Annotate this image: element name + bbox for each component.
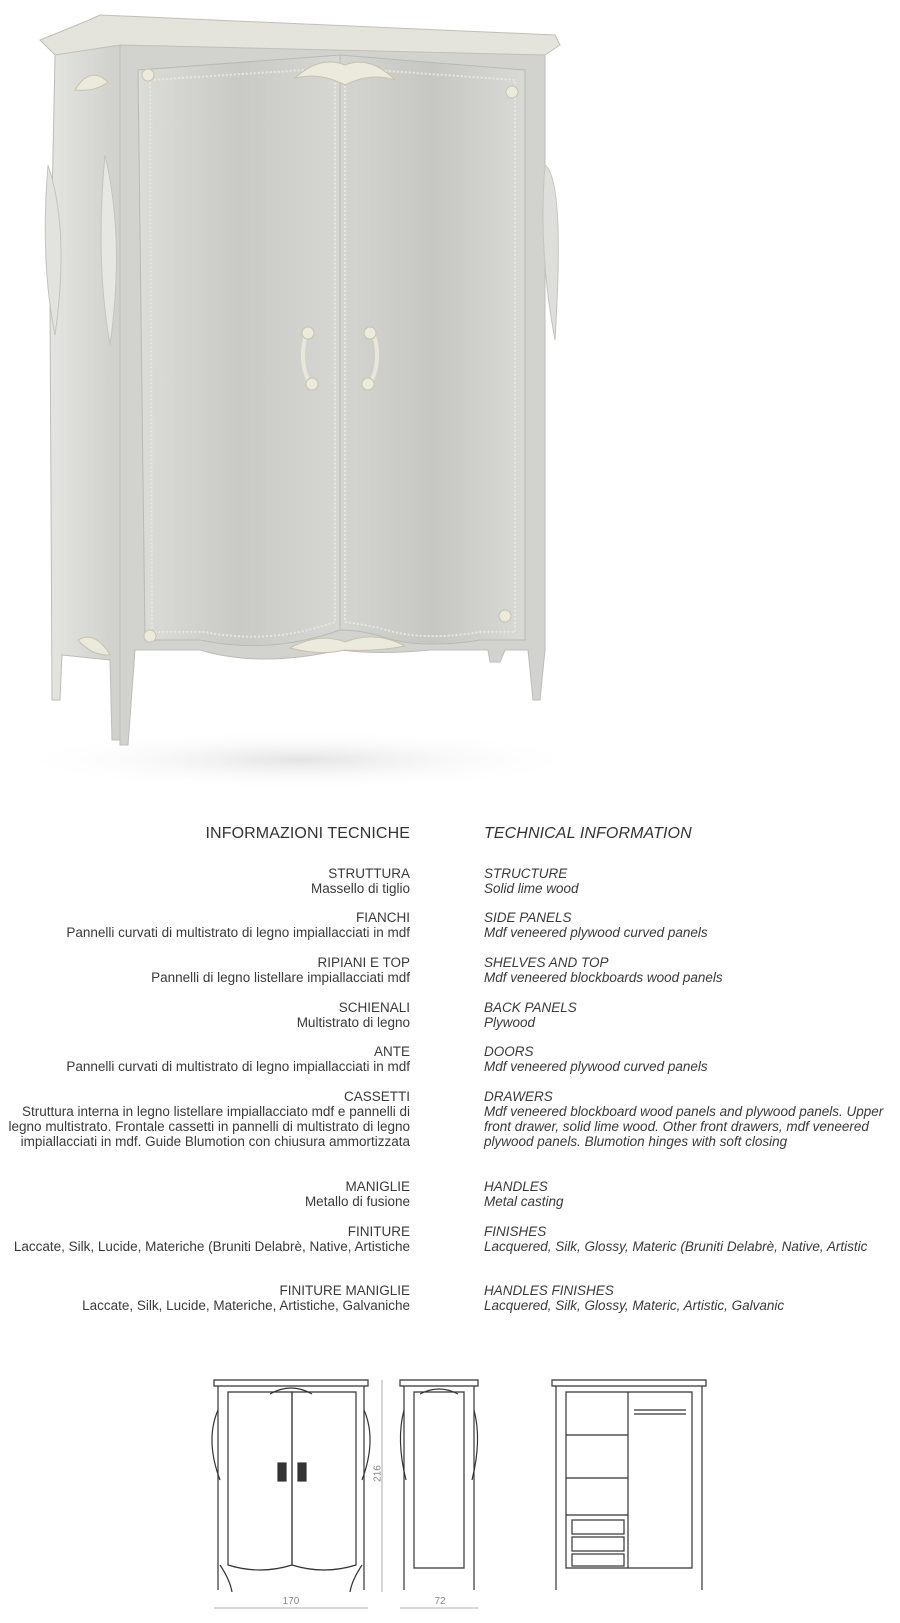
- dimension-height: 216: [372, 1465, 384, 1482]
- spec-value: Mdf veneered plywood curved panels: [484, 925, 708, 940]
- spec-label: DOORS: [484, 1044, 534, 1059]
- spec-it-finiture-maniglie: [0, 1283, 410, 1313]
- spec-it-ripiani: [0, 955, 410, 985]
- spec-value: Lacquered, Silk, Glossy, Materic, Artistic, Galvanic: [484, 1298, 785, 1313]
- spec-label: HANDLES: [484, 1179, 548, 1194]
- spec-label: CASSETTI: [343, 1089, 410, 1104]
- spec-value: Plywood: [484, 1015, 536, 1030]
- spec-value: Metal casting: [484, 1194, 564, 1209]
- spec-label: SHELVES AND TOP: [484, 955, 609, 970]
- spec-en-handles-finishes: [484, 1283, 894, 1313]
- spec-value: Lacquered, Silk, Glossy, Materic (Bruniti Delabrè, Native, Artistic: [484, 1239, 868, 1254]
- spec-value: Laccate, Silk, Lucide, Materiche, Artistiche, Galvaniche: [82, 1298, 410, 1313]
- spec-label: HANDLES FINISHES: [484, 1283, 614, 1298]
- interior-view-drawing: [552, 1380, 706, 1590]
- spec-en-shelves: [484, 955, 894, 985]
- spec-label: SIDE PANELS: [484, 910, 572, 925]
- spec-value: Solid lime wood: [484, 881, 579, 896]
- spec-label: FINITURE MANIGLIE: [279, 1283, 410, 1298]
- spec-it-ante: [0, 1044, 410, 1074]
- spec-label: STRUCTURE: [484, 866, 568, 881]
- wardrobe-photo: [0, 0, 900, 800]
- technical-info-heading-en: TECHNICAL INFORMATION: [484, 825, 692, 842]
- spec-en-finishes: [484, 1224, 894, 1254]
- spec-label: FINISHES: [484, 1224, 547, 1239]
- spec-label: STRUTTURA: [328, 866, 410, 881]
- spec-en-side-panels: [484, 910, 894, 940]
- spec-value: Pannelli di legno listellare impiallacciati mdf: [151, 970, 410, 985]
- spec-value: Laccate, Silk, Lucide, Materiche (Bruniti Delabrè, Native, Artistiche: [13, 1239, 410, 1254]
- side-view-drawing: [400, 1380, 478, 1590]
- spec-en-drawers: [484, 1089, 894, 1149]
- spec-value: Mdf veneered plywood curved panels: [484, 1059, 708, 1074]
- technical-drawings: [0, 1370, 900, 1623]
- spec-label: FINITURE: [347, 1224, 410, 1239]
- spec-value: Multistrato di legno: [296, 1015, 410, 1030]
- spec-label: RIPIANI E TOP: [317, 955, 410, 970]
- dimension-depth: 72: [434, 1596, 446, 1607]
- spec-it-fianchi: [0, 910, 410, 940]
- spec-en-structure: [484, 866, 894, 896]
- spec-label: MANIGLIE: [345, 1179, 410, 1194]
- spec-it-finiture: [0, 1224, 410, 1254]
- front-view-drawing: [212, 1380, 370, 1592]
- spec-en-back-panels: [484, 1000, 894, 1030]
- spec-value: Struttura interna in legno listellare impiallacciato mdf e pannelli di legno multistrato. Frontale cassetti in pannelli di multistrato di legno impiallacciati in mdf. Guide Blumotion con chiusura ammortizzata: [8, 1104, 410, 1149]
- spec-label: FIANCHI: [356, 910, 410, 925]
- technical-info-heading-it: INFORMAZIONI TECNICHE: [205, 825, 410, 842]
- spec-it-schienali: [0, 1000, 410, 1030]
- spec-value: Metallo di fusione: [304, 1194, 410, 1209]
- dimension-width: 170: [282, 1596, 300, 1607]
- spec-it-cassetti: [0, 1089, 410, 1149]
- spec-label: SCHIENALI: [338, 1000, 410, 1015]
- spec-en-handles: [484, 1179, 894, 1209]
- spec-en-doors: [484, 1044, 894, 1074]
- spec-it-maniglie: [0, 1179, 410, 1209]
- spec-value: Mdf veneered blockboards wood panels: [484, 970, 723, 985]
- spec-value: Pannelli curvati di multistrato di legno impiallacciati in mdf: [66, 925, 410, 940]
- spec-it-struttura: [0, 866, 410, 896]
- spec-label: DRAWERS: [484, 1089, 553, 1104]
- spec-value: Pannelli curvati di multistrato di legno impiallacciati in mdf: [66, 1059, 410, 1074]
- spec-value: Mdf veneered blockboard wood panels and plywood panels. Upper front drawer, solid lime wood. Other front drawers, mdf veneered plywood panels. Blumotion hinges with soft closing: [484, 1104, 884, 1149]
- spec-label: ANTE: [373, 1044, 410, 1059]
- spec-label: BACK PANELS: [484, 1000, 577, 1015]
- spec-value: Massello di tiglio: [310, 881, 410, 896]
